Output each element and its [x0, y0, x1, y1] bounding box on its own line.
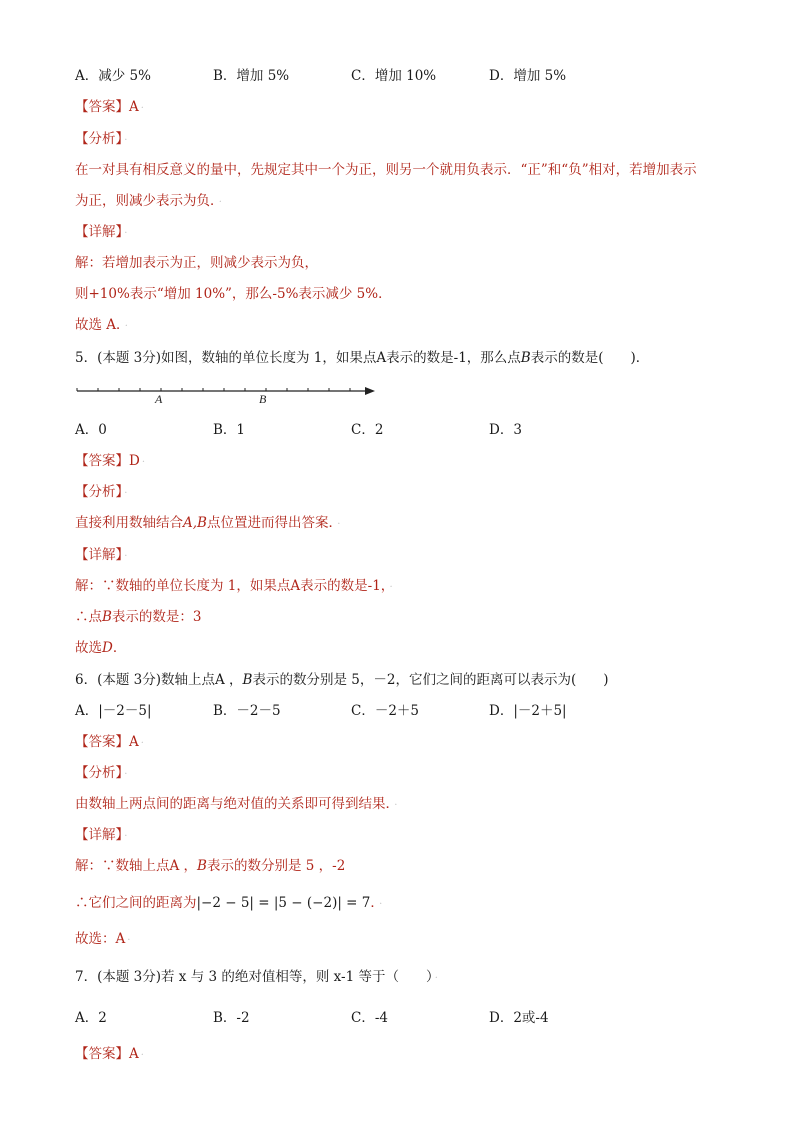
q4-analysis-label: 【分析】 · [75, 131, 128, 147]
distance-formula: |−2 − 5| = |5 − (−2)| = 7 [196, 895, 371, 911]
q4-option-b: B．增加 5% [213, 68, 290, 84]
q4-option-c: C．增加 10% [351, 68, 437, 84]
answer-value: A [129, 99, 139, 115]
q5-options [75, 420, 627, 440]
q6-answer: 【答案】A · [75, 734, 144, 750]
q4-detail-1: 解：若增加表示为正，则减少表示为负， [75, 255, 318, 271]
q4-analysis-text-1: 在一对具有相反意义的量中，先规定其中一个为正，则另一个就用负表示．“正”和“负”相对，若增加表示 [75, 162, 697, 178]
q6-detail-2: ∴它们之间的距离为|−2 − 5| = |5 − (−2)| = 7． · [75, 895, 383, 911]
q6-option-a: A．|－2－5| [75, 703, 152, 719]
q7-option-b: B．-2 [213, 1010, 250, 1026]
q4-conclusion: 故选 A． · [75, 317, 128, 333]
q7-stem: 7．(本题 3分)若 x 与 3 的绝对值相等，则 x-1 等于（ ） · [75, 969, 438, 985]
q4-detail-label: 【详解】 · [75, 224, 128, 240]
q4-analysis-text-2: 为正，则减少表示为负． · [75, 193, 222, 209]
q5-option-b: B．1 [213, 422, 246, 438]
q5-detail-1: 解：∵数轴的单位长度为 1，如果点A表示的数是-1， · [75, 578, 393, 594]
q6-analysis-label: 【分析】 · [75, 765, 128, 781]
answer-label: 【答案】 [75, 99, 129, 115]
point-a-label: A [155, 392, 163, 406]
q6-detail-label: 【详解】 · [75, 827, 128, 843]
q5-detail-label: 【详解】 · [75, 547, 128, 563]
q6-analysis-text: 由数轴上两点间的距离与绝对值的关系即可得到结果． · [75, 796, 398, 812]
q5-detail-2: ∴点B表示的数是：3 [75, 609, 202, 625]
q7-answer: 【答案】A · [75, 1046, 144, 1062]
q4-option-a: A．减少 5% [75, 68, 151, 84]
q5-answer: 【答案】D · [75, 453, 146, 469]
q7-option-c: C．-4 [351, 1010, 388, 1026]
q6-conclusion: 故选：A · [75, 931, 131, 947]
number-line-figure [75, 376, 385, 406]
number-line-arrow [365, 387, 375, 395]
q5-option-c: C．2 [351, 422, 384, 438]
point-b-label: B [259, 392, 267, 406]
q4-answer: 【答案】A · [75, 99, 144, 115]
q4-option-d: D．增加 5% [489, 68, 567, 84]
q5-option-d: D．3 [489, 422, 522, 438]
q5-conclusion: 故选D． [75, 640, 127, 656]
q5-stem: 5．(本题 3分)如图，数轴的单位长度为 1，如果点A表示的数是-1，那么点B表示的数是( )． [75, 350, 650, 366]
q4-options [75, 66, 627, 86]
q5-option-a: A．0 [75, 422, 107, 438]
q6-stem: 6．(本题 3分)数轴上点A ，B表示的数分别是 5，－2，它们之间的距离可以表示为( ) [75, 672, 609, 688]
q7-option-a: A．2 [75, 1010, 107, 1026]
q6-option-d: D．|－2＋5| [489, 703, 567, 719]
q5-analysis-text: 直接利用数轴结合A,B点位置进而得出答案． · [75, 515, 341, 531]
q6-detail-1: 解：∵数轴上点A ，B表示的数分别是 5 ，-2 [75, 858, 346, 874]
q4-detail-2: 则+10%表示“增加 10%”，那么-5%表示减少 5%． [75, 286, 392, 302]
q6-options [75, 701, 627, 721]
q7-options [75, 1008, 627, 1028]
q6-option-b: B．－2－5 [213, 703, 281, 719]
q6-option-c: C．－2＋5 [351, 703, 420, 719]
q5-analysis-label: 【分析】 · [75, 484, 128, 500]
q7-option-d: D．2或-4 [489, 1010, 549, 1026]
